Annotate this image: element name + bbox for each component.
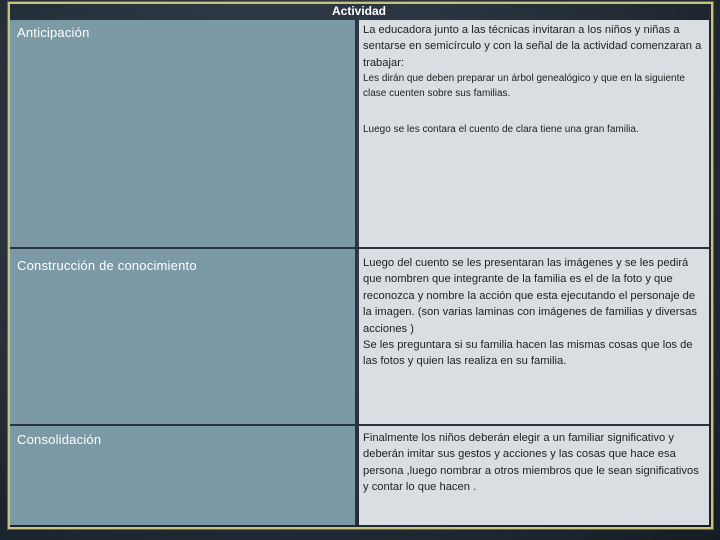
row-label: Consolidación — [17, 432, 102, 447]
paragraph: Finalmente los niños deberán elegir a un familiar significativo y deberán imitar sus gestos y acciones y las cosas que hace esa persona ,luego nombrar a otros miembros que le sean significativos y contar lo que hacen . — [363, 432, 699, 494]
label-cell — [10, 249, 357, 424]
label-cell — [10, 20, 357, 247]
content-cell — [359, 20, 709, 247]
paragraph: Les dirán que deben preparar un árbol genealógico y que en la siguiente clase cuenten sobre sus familias. — [363, 73, 685, 99]
table-row-construccion — [10, 249, 709, 424]
table-row-anticipacion — [10, 20, 709, 247]
table-row-consolidacion — [10, 426, 709, 525]
paragraph: Se les preguntara si su familia hacen las mismas cosas que los de las fotos y quien las realiza en su familia. — [363, 339, 693, 368]
paragraph: La educadora junto a las técnicas invitaran a los niños y niñas a sentarse en semicírculo y con la señal de la actividad comenzaran a trabajar: — [363, 24, 702, 69]
content-cell — [359, 426, 709, 525]
paragraph: Luego del cuento se les presentaran las imágenes y se les pedirá que nombren que integrante de la familia es el de la foto y que reconozca y nombre la acción que esta ejecutando el personaje de la imagen. (son varias laminas con imágenes de familias y diversas acciones ) — [363, 257, 697, 335]
table-header — [10, 2, 709, 20]
content-cell — [359, 249, 709, 424]
row-label: Construcción de conocimiento — [17, 258, 197, 273]
header-title: Actividad — [332, 4, 387, 18]
paragraph: Luego se les contara el cuento de clara tiene una gran familia. — [363, 124, 639, 135]
row-label: Anticipación — [17, 25, 90, 40]
label-cell — [10, 426, 357, 525]
